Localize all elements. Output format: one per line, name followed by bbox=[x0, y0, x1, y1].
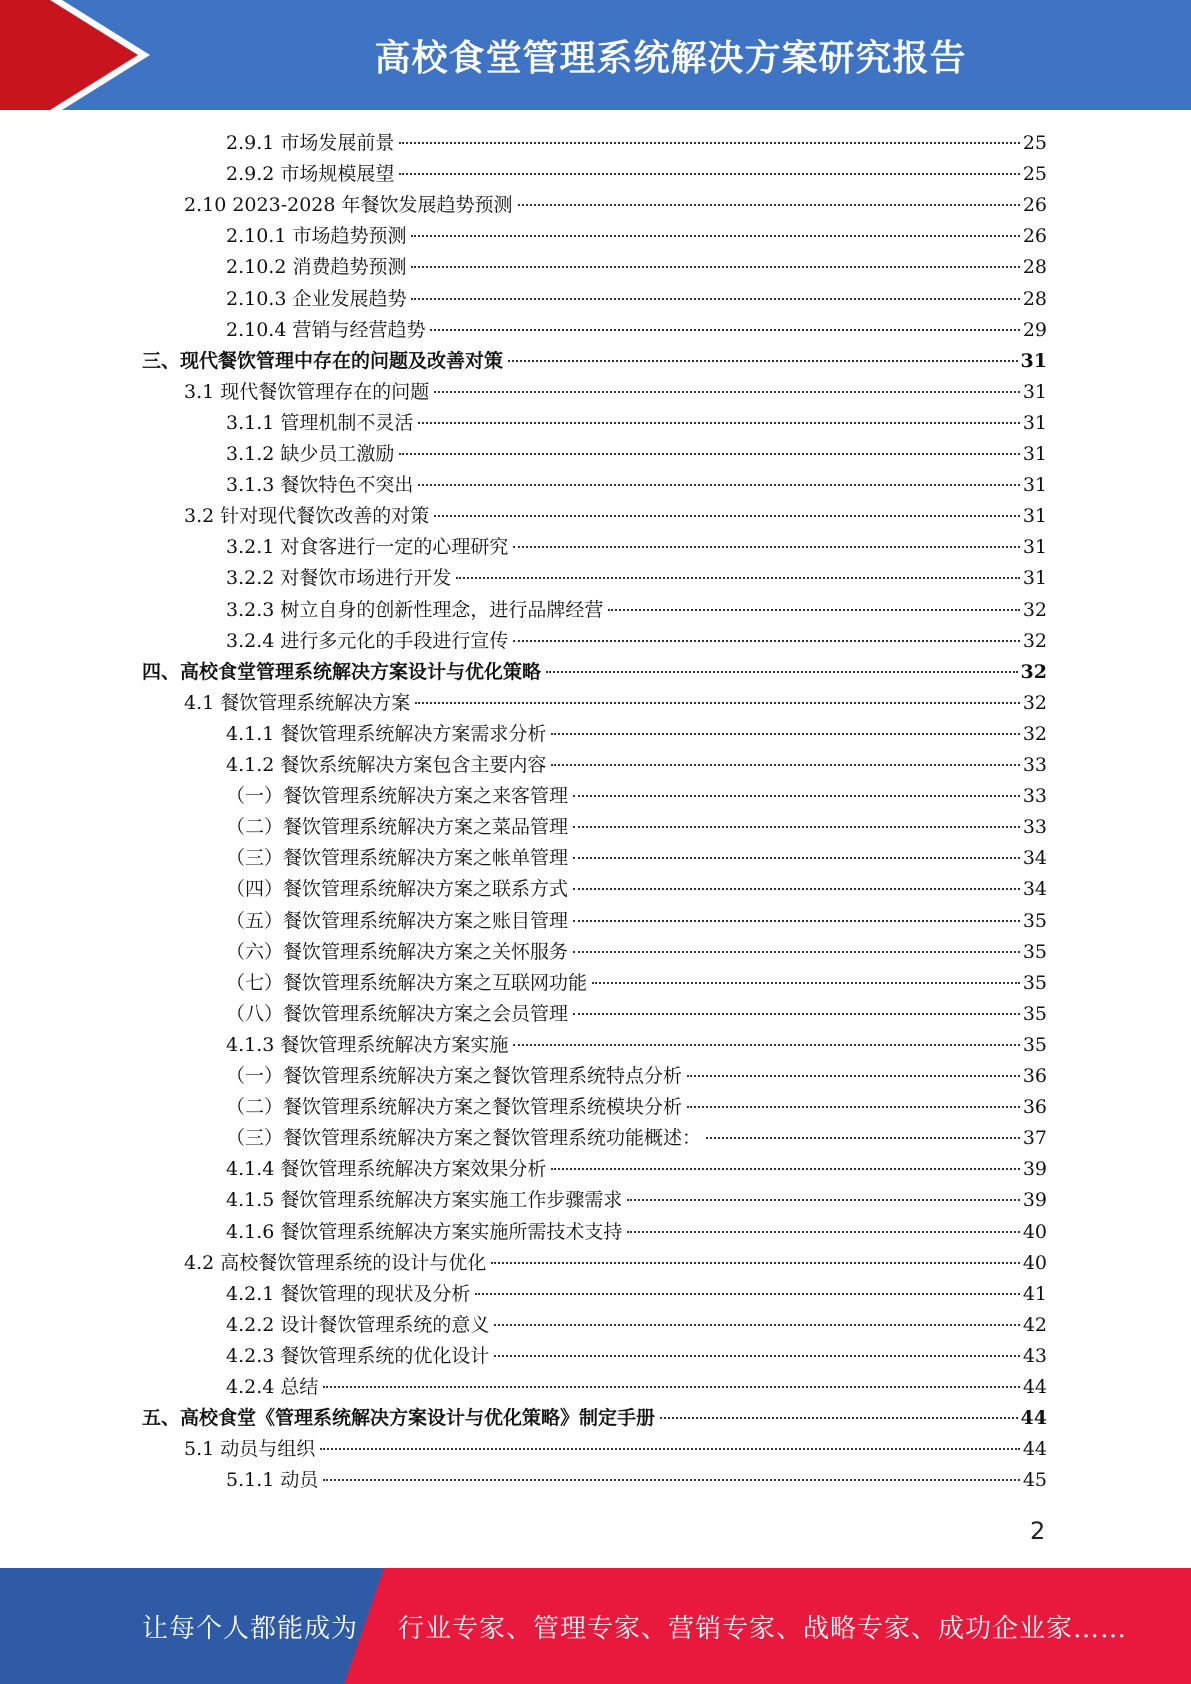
toc-entry-page: 34 bbox=[1022, 878, 1047, 901]
toc-entry[interactable] bbox=[226, 1372, 1047, 1403]
toc-leader-dots bbox=[660, 1417, 1018, 1419]
toc-entry-title: 4.2.3 餐饮管理系统的优化设计 bbox=[226, 1344, 490, 1367]
toc-entry[interactable] bbox=[226, 315, 1047, 346]
header-arrow-decoration bbox=[0, 0, 160, 110]
toc-entry-page: 32 bbox=[1022, 598, 1047, 621]
toc-entry-title: 2.10.1 市场趋势预测 bbox=[226, 225, 407, 248]
toc-entry-title: 3.2.3 树立自身的创新性理念，进行品牌经营 bbox=[226, 598, 604, 621]
toc-entry-title: 4.2.4 总结 bbox=[226, 1376, 319, 1398]
toc-entry-title: 五、高校食堂《管理系统解决方案设计与优化策略》制定手册 bbox=[142, 1407, 656, 1430]
toc-leader-dots bbox=[411, 266, 1019, 268]
toc-entry[interactable] bbox=[184, 688, 1047, 719]
toc-entry[interactable] bbox=[184, 377, 1047, 408]
toc-leader-dots bbox=[687, 1106, 1020, 1108]
toc-entry[interactable] bbox=[226, 999, 1047, 1030]
toc-entry[interactable] bbox=[226, 563, 1047, 594]
toc-entry[interactable] bbox=[226, 1310, 1047, 1341]
toc-entry-title: （一）餐饮管理系统解决方案之餐饮管理系统特点分析 bbox=[226, 1065, 683, 1087]
footer-slogan-right: 行业专家、管理专家、营销专家、战略专家、成功企业家…… bbox=[398, 1614, 1128, 1644]
toc-leader-dots bbox=[434, 515, 1020, 517]
toc-entry[interactable] bbox=[226, 1154, 1047, 1185]
toc-entry[interactable] bbox=[226, 221, 1047, 252]
toc-leader-dots bbox=[494, 1324, 1019, 1326]
toc-entry[interactable] bbox=[226, 1061, 1047, 1092]
toc-entry-title: 2.10 2023-2028 年餐饮发展趋势预测 bbox=[184, 194, 513, 217]
toc-entry-title: 5.1 动员与组织 bbox=[184, 1438, 316, 1461]
toc-entry-page: 40 bbox=[1022, 1251, 1047, 1274]
toc-entry[interactable] bbox=[226, 626, 1047, 657]
toc-leader-dots bbox=[418, 484, 1019, 486]
toc-entry-page: 31 bbox=[1020, 349, 1047, 372]
toc-entry-title: 3.1 现代餐饮管理存在的问题 bbox=[184, 380, 430, 403]
toc-leader-dots bbox=[320, 1448, 1020, 1450]
toc-entry-title: 4.1 餐饮管理系统解决方案 bbox=[184, 691, 411, 714]
toc-entry-page: 42 bbox=[1022, 1313, 1047, 1336]
toc-entry-title: （二）餐饮管理系统解决方案之餐饮管理系统模块分析 bbox=[226, 1096, 683, 1119]
toc-entry[interactable] bbox=[226, 874, 1047, 905]
toc-leader-dots bbox=[573, 795, 1020, 797]
page-header bbox=[0, 0, 1191, 110]
toc-entry[interactable] bbox=[184, 1248, 1047, 1279]
toc-leader-dots bbox=[573, 920, 1020, 922]
toc-leader-dots bbox=[573, 1013, 1020, 1015]
toc-leader-dots bbox=[592, 982, 1020, 984]
toc-entry-title: 5.1.1 动员 bbox=[226, 1469, 319, 1492]
toc-entry[interactable] bbox=[226, 1279, 1047, 1310]
toc-entry-page: 31 bbox=[1022, 443, 1047, 465]
toc-entry-title: （六）餐饮管理系统解决方案之关怀服务 bbox=[226, 940, 569, 963]
toc-leader-dots bbox=[475, 1293, 1019, 1295]
toc-entry-title: 2.9.2 市场规模展望 bbox=[226, 163, 395, 186]
toc-entry-page: 32 bbox=[1020, 660, 1047, 683]
toc-leader-dots bbox=[513, 640, 1019, 642]
toc-entry[interactable] bbox=[226, 1217, 1047, 1248]
toc-entry-page: 36 bbox=[1022, 1065, 1047, 1087]
toc-entry-page: 44 bbox=[1022, 1438, 1047, 1461]
toc-entry-title: 3.1.1 管理机制不灵活 bbox=[226, 411, 414, 434]
toc-leader-dots bbox=[418, 422, 1019, 424]
toc-entry-title: （三）餐饮管理系统解决方案之餐饮管理系统功能概述： bbox=[226, 1127, 702, 1150]
toc-leader-dots bbox=[513, 546, 1019, 548]
toc-entry-title: 4.1.1 餐饮管理系统解决方案需求分析 bbox=[226, 722, 547, 745]
toc-entry[interactable] bbox=[226, 532, 1047, 563]
toc-leader-dots bbox=[573, 951, 1020, 953]
toc-entry[interactable] bbox=[226, 1123, 1047, 1154]
toc-entry[interactable] bbox=[184, 501, 1047, 532]
toc-entry-page: 44 bbox=[1020, 1407, 1047, 1430]
toc-leader-dots bbox=[415, 702, 1020, 704]
toc-entry-title: （七）餐饮管理系统解决方案之互联网功能 bbox=[226, 971, 588, 994]
toc-entry[interactable] bbox=[226, 968, 1047, 999]
toc-entry-title: （二）餐饮管理系统解决方案之菜品管理 bbox=[226, 816, 569, 839]
toc-entry-title: 2.10.4 营销与经营趋势 bbox=[226, 318, 426, 341]
toc-entry-title: 4.2 高校餐饮管理系统的设计与优化 bbox=[184, 1251, 487, 1274]
toc-leader-dots bbox=[434, 391, 1020, 393]
toc-entry-page: 33 bbox=[1022, 816, 1047, 839]
toc-entry-page: 41 bbox=[1022, 1282, 1047, 1305]
toc-entry-title: （四）餐饮管理系统解决方案之联系方式 bbox=[226, 878, 569, 901]
toc-leader-dots bbox=[573, 826, 1020, 828]
toc-entry[interactable] bbox=[226, 719, 1047, 750]
toc-entry-title: （八）餐饮管理系统解决方案之会员管理 bbox=[226, 1002, 569, 1025]
toc-entry[interactable] bbox=[184, 1434, 1047, 1465]
toc-leader-dots bbox=[687, 1075, 1020, 1077]
toc-entry-page: 28 bbox=[1022, 256, 1047, 279]
toc-entry[interactable] bbox=[142, 346, 1047, 377]
toc-entry-page: 44 bbox=[1022, 1376, 1047, 1398]
toc-leader-dots bbox=[627, 1231, 1019, 1233]
toc-entry-page: 29 bbox=[1022, 318, 1047, 341]
toc-entry-page: 39 bbox=[1022, 1189, 1047, 1212]
toc-entry-title: 4.1.3 餐饮管理系统解决方案实施 bbox=[226, 1033, 509, 1056]
toc-entry-page: 35 bbox=[1022, 1033, 1047, 1056]
toc-entry-title: 4.1.2 餐饮系统解决方案包含主要内容 bbox=[226, 754, 547, 776]
toc-entry-title: 4.1.4 餐饮管理系统解决方案效果分析 bbox=[226, 1158, 547, 1181]
toc-entry[interactable] bbox=[226, 843, 1047, 874]
toc-leader-dots bbox=[608, 609, 1019, 611]
toc-leader-dots bbox=[399, 173, 1019, 175]
toc-entry-title: 四、高校食堂管理系统解决方案设计与优化策略 bbox=[142, 660, 542, 683]
toc-entry-page: 25 bbox=[1022, 163, 1047, 186]
toc-leader-dots bbox=[513, 1044, 1019, 1046]
toc-leader-dots bbox=[508, 360, 1018, 362]
toc-entry-title: 2.9.1 市场发展前景 bbox=[226, 132, 395, 154]
toc-entry[interactable] bbox=[226, 252, 1047, 283]
toc-entry-page: 26 bbox=[1022, 194, 1047, 217]
toc-entry-page: 33 bbox=[1022, 785, 1047, 808]
toc-leader-dots bbox=[518, 204, 1020, 206]
toc-entry[interactable] bbox=[226, 408, 1047, 439]
toc-leader-dots bbox=[551, 733, 1019, 735]
toc-entry-page: 31 bbox=[1022, 567, 1047, 590]
toc-leader-dots bbox=[399, 142, 1019, 144]
toc-entry-page: 32 bbox=[1022, 691, 1047, 714]
toc-entry-title: （三）餐饮管理系统解决方案之帐单管理 bbox=[226, 847, 569, 870]
toc-leader-dots bbox=[573, 888, 1020, 890]
toc-entry-title: 3.1.2 缺少员工激励 bbox=[226, 443, 395, 465]
toc-entry-page: 35 bbox=[1022, 909, 1047, 932]
toc-entry[interactable] bbox=[226, 750, 1047, 781]
toc-entry-page: 26 bbox=[1022, 225, 1047, 248]
toc-entry-title: 2.10.3 企业发展趋势 bbox=[226, 287, 407, 310]
page-footer bbox=[0, 1568, 1191, 1684]
toc-entry[interactable] bbox=[226, 159, 1047, 190]
toc-entry-title: 3.2 针对现代餐饮改善的对策 bbox=[184, 505, 430, 528]
toc-entry-title: 4.1.6 餐饮管理系统解决方案实施所需技术支持 bbox=[226, 1220, 623, 1243]
header-title: 高校食堂管理系统解决方案研究报告 bbox=[374, 38, 967, 79]
toc-leader-dots bbox=[323, 1386, 1019, 1388]
toc-entry-page: 28 bbox=[1022, 287, 1047, 310]
toc-entry-page: 34 bbox=[1022, 847, 1047, 870]
toc-entry-title: 三、现代餐饮管理中存在的问题及改善对策 bbox=[142, 349, 504, 372]
footer-slogan-left: 让每个人都能成为 bbox=[142, 1614, 359, 1644]
toc-entry-page: 40 bbox=[1022, 1220, 1047, 1243]
toc-entry-title: 3.2.4 进行多元化的手段进行宣传 bbox=[226, 629, 509, 652]
toc-entry-title: 4.2.1 餐饮管理的现状及分析 bbox=[226, 1282, 471, 1305]
toc-entry[interactable] bbox=[226, 284, 1047, 315]
toc-leader-dots bbox=[627, 1199, 1019, 1201]
toc-leader-dots bbox=[399, 453, 1019, 455]
toc-entry[interactable] bbox=[226, 906, 1047, 937]
toc-entry-page: 33 bbox=[1022, 754, 1047, 776]
toc-leader-dots bbox=[491, 1262, 1020, 1264]
toc-entry[interactable] bbox=[226, 1030, 1047, 1061]
toc-leader-dots bbox=[456, 577, 1019, 579]
toc-entry-title: 3.1.3 餐饮特色不突出 bbox=[226, 474, 414, 497]
toc-leader-dots bbox=[494, 1355, 1019, 1357]
toc-leader-dots bbox=[411, 298, 1019, 300]
toc-entry-page: 31 bbox=[1022, 474, 1047, 497]
toc-entry[interactable] bbox=[226, 1092, 1047, 1123]
toc-entry-page: 45 bbox=[1022, 1469, 1047, 1492]
toc-leader-dots bbox=[706, 1137, 1020, 1139]
toc-entry[interactable] bbox=[226, 1185, 1047, 1216]
toc-entry[interactable] bbox=[226, 128, 1047, 159]
toc-entry-page: 36 bbox=[1022, 1096, 1047, 1119]
toc-leader-dots bbox=[411, 235, 1019, 237]
toc-entry-page: 39 bbox=[1022, 1158, 1047, 1181]
toc-entry-title: 2.10.2 消费趋势预测 bbox=[226, 256, 407, 279]
toc-entry[interactable] bbox=[226, 1465, 1047, 1496]
toc-entry[interactable] bbox=[226, 595, 1047, 626]
toc-entry-title: 4.1.5 餐饮管理系统解决方案实施工作步骤需求 bbox=[226, 1189, 623, 1212]
toc-entry[interactable] bbox=[142, 1403, 1047, 1434]
toc-entry-page: 32 bbox=[1022, 629, 1047, 652]
toc-entry-page: 31 bbox=[1022, 505, 1047, 528]
toc-entry[interactable] bbox=[226, 812, 1047, 843]
toc-entry-title: （五）餐饮管理系统解决方案之账目管理 bbox=[226, 909, 569, 932]
toc-entry-title: 3.2.2 对餐饮市场进行开发 bbox=[226, 567, 452, 590]
toc-entry-page: 35 bbox=[1022, 971, 1047, 994]
toc-entry[interactable] bbox=[226, 937, 1047, 968]
toc-entry[interactable] bbox=[184, 190, 1047, 221]
toc-entry-page: 25 bbox=[1022, 132, 1047, 154]
toc-entry-page: 31 bbox=[1022, 536, 1047, 559]
toc-entry[interactable] bbox=[226, 439, 1047, 470]
toc-entry-page: 32 bbox=[1022, 722, 1047, 745]
toc-entry-page: 31 bbox=[1022, 380, 1047, 403]
toc-entry[interactable] bbox=[226, 1341, 1047, 1372]
toc-entry-page: 37 bbox=[1022, 1127, 1047, 1150]
toc-leader-dots bbox=[551, 764, 1019, 766]
toc-entry-page: 43 bbox=[1022, 1344, 1047, 1367]
toc-leader-dots bbox=[430, 329, 1019, 331]
toc-leader-dots bbox=[551, 1168, 1019, 1170]
toc-leader-dots bbox=[323, 1479, 1019, 1481]
toc-entry-page: 35 bbox=[1022, 1002, 1047, 1025]
toc-leader-dots bbox=[546, 671, 1018, 673]
toc-entry-title: （一）餐饮管理系统解决方案之来客管理 bbox=[226, 785, 569, 808]
toc-entry-page: 35 bbox=[1022, 940, 1047, 963]
toc-entry-page: 31 bbox=[1022, 411, 1047, 434]
toc-entry[interactable] bbox=[226, 781, 1047, 812]
page-number: 2 bbox=[1030, 1517, 1046, 1545]
toc-leader-dots bbox=[573, 857, 1020, 859]
toc-entry[interactable] bbox=[226, 470, 1047, 501]
toc-entry-title: 4.2.2 设计餐饮管理系统的意义 bbox=[226, 1313, 490, 1336]
toc-entry-title: 3.2.1 对食客进行一定的心理研究 bbox=[226, 536, 509, 559]
toc-entry[interactable] bbox=[142, 657, 1047, 688]
